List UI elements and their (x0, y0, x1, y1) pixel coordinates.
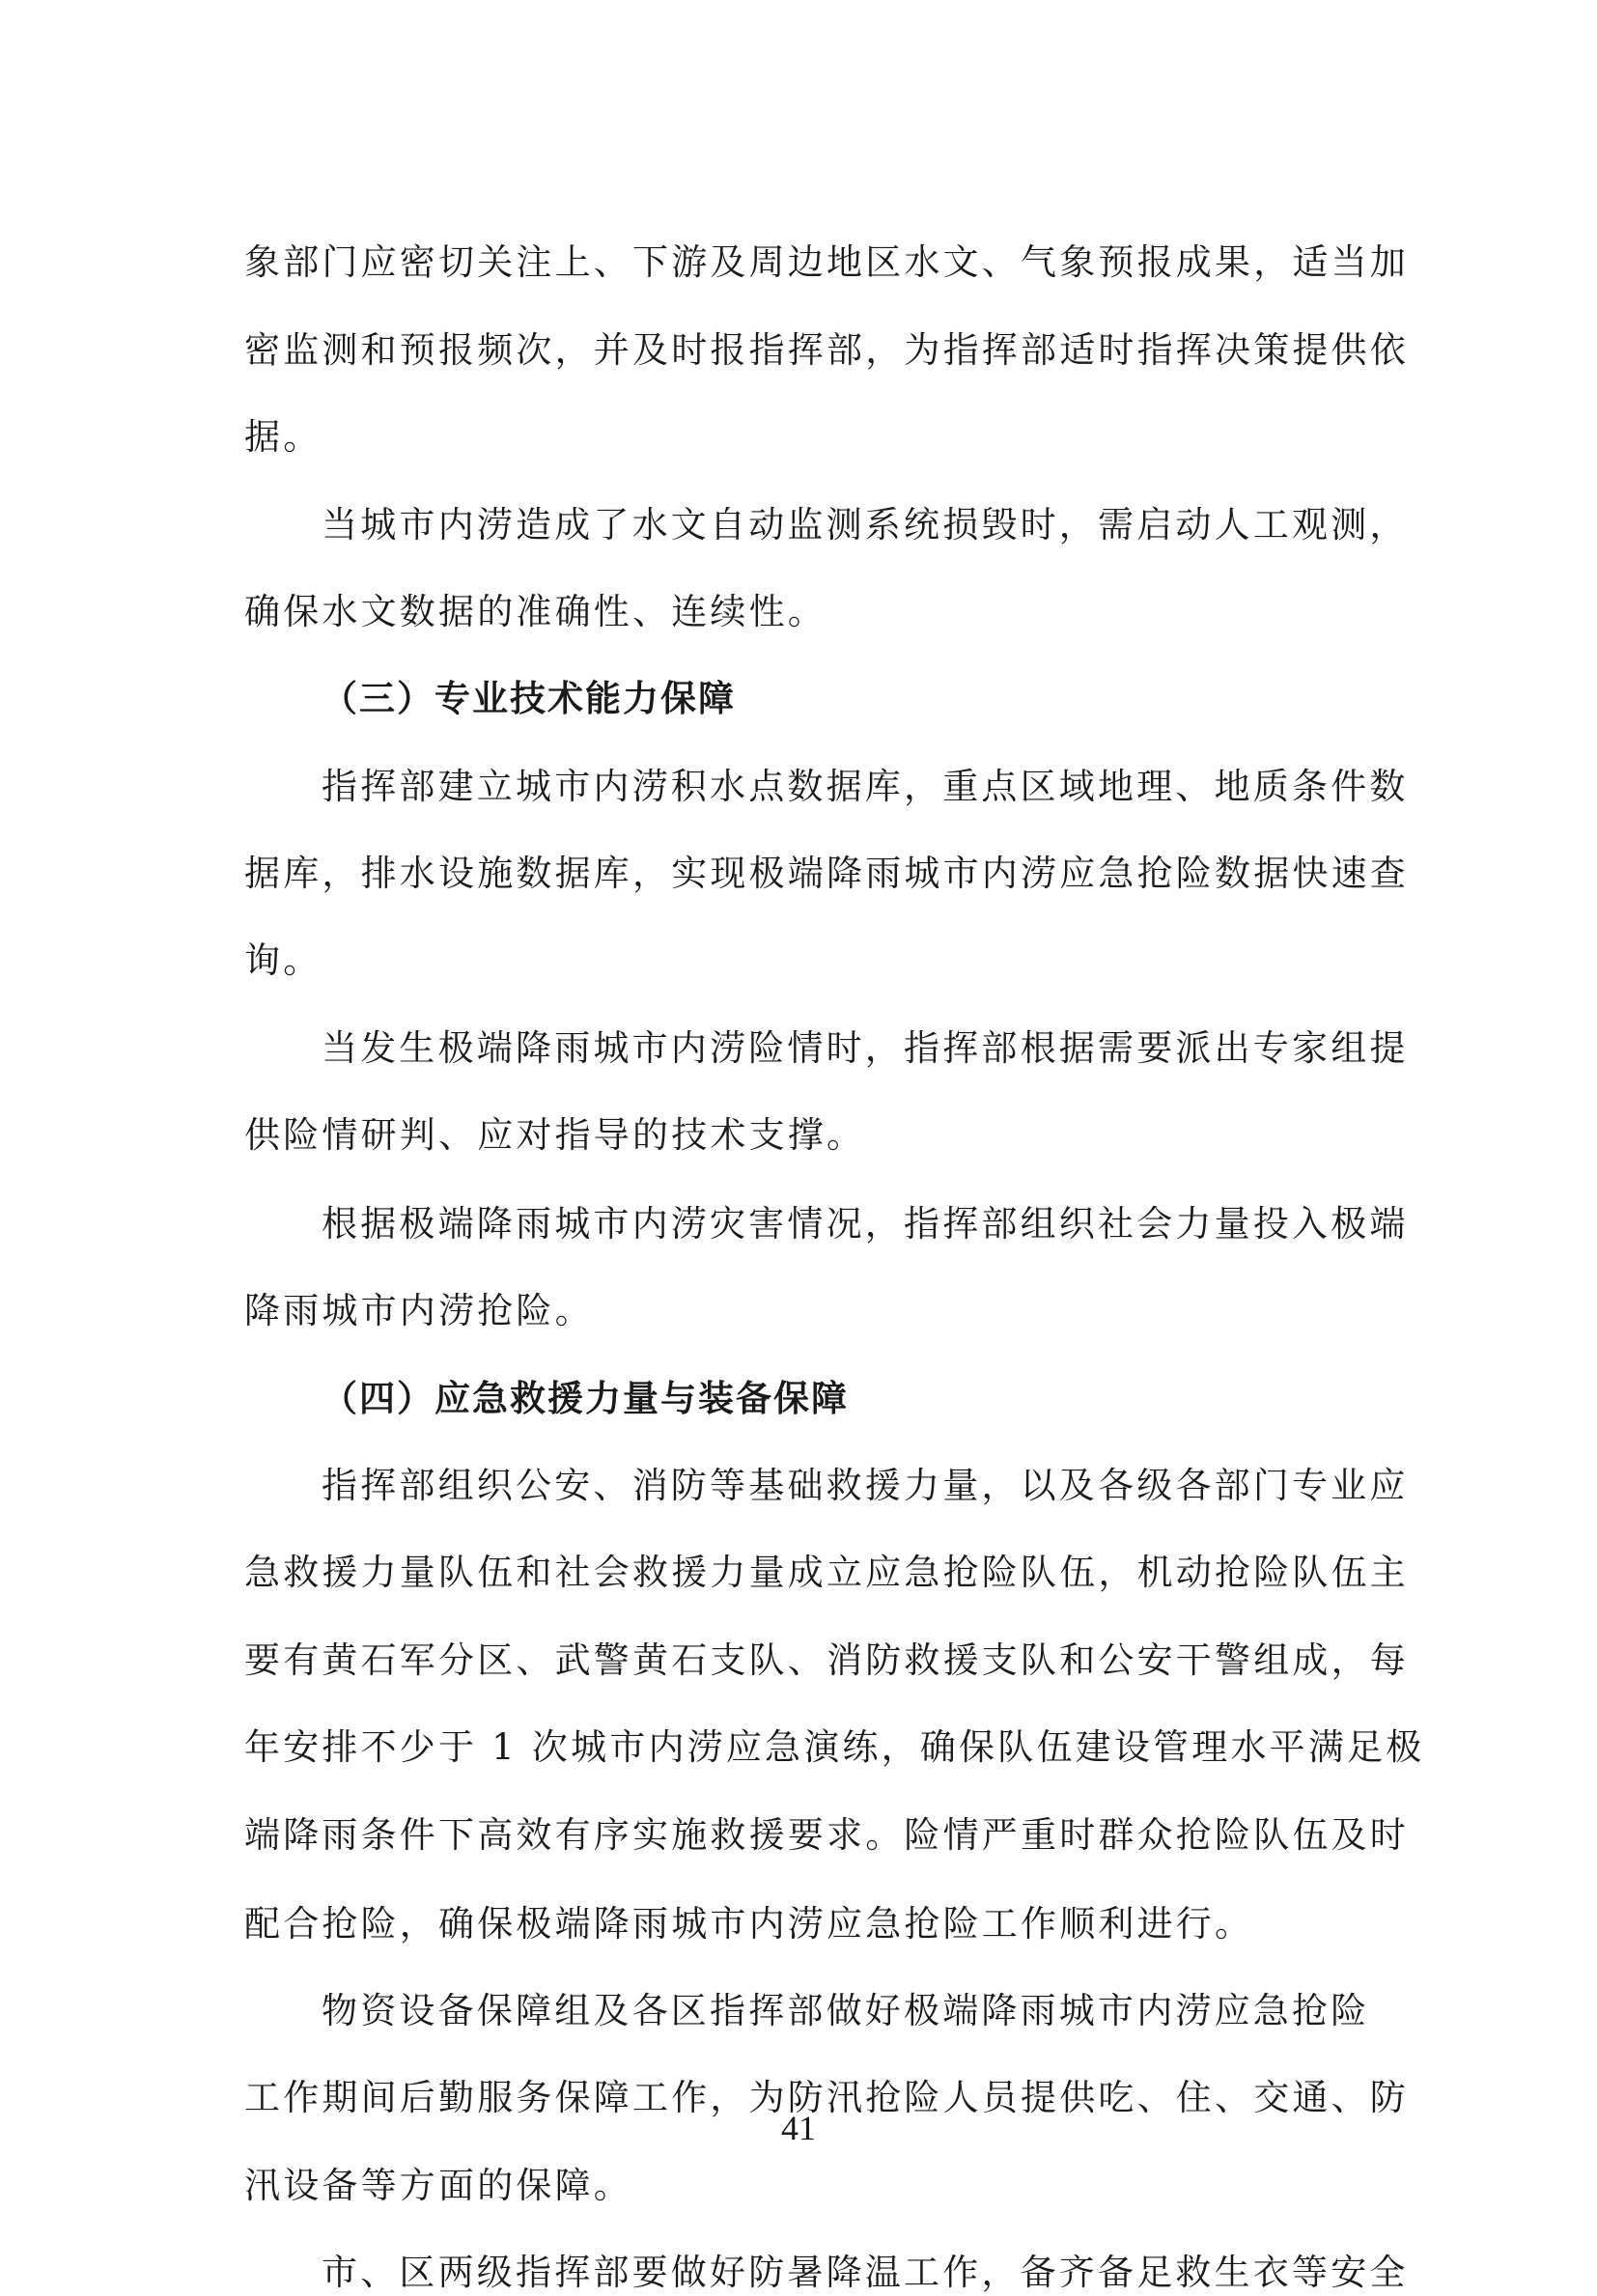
paragraph-line: 当发生极端降雨城市内涝险情时，指挥部根据需要派出专家组提 (322, 1027, 1409, 1069)
paragraph-line: 端降雨条件下高效有序实施救援要求。险情严重时群众抢险队伍及时 (244, 1814, 1409, 1856)
paragraph-line: 据。 (244, 416, 322, 458)
paragraph-line: 年安排不少于 1 次城市内涝应急演练，确保队伍建设管理水平满足极 (244, 1726, 1425, 1768)
paragraph-line: 指挥部建立城市内涝积水点数据库，重点区域地理、地质条件数 (322, 766, 1409, 807)
paragraph-line: 确保水文数据的准确性、连续性。 (244, 591, 827, 632)
paragraph-line: 配合抢险，确保极端降雨城市内涝应急抢险工作顺利进行。 (244, 1903, 1254, 1945)
paragraph-line: 工作期间后勤服务保障工作，为防汛抢险人员提供吃、住、交通、防 (244, 2077, 1409, 2118)
page-number: 41 (781, 2109, 816, 2147)
paragraph-line: 询。 (244, 939, 322, 981)
paragraph-line: 市、区两级指挥部要做好防暑降温工作，备齐备足救生衣等安全 (322, 2252, 1409, 2293)
paragraph-line: 汛设备等方面的保障。 (244, 2165, 632, 2206)
section-heading: （三）专业技术能力保障 (322, 678, 736, 719)
paragraph-line: 供险情研判、应对指导的技术支撑。 (244, 1114, 866, 1156)
paragraph-line: 密监测和预报频次，并及时报指挥部，为指挥部适时指挥决策提供依 (244, 329, 1409, 371)
paragraph-line: 急救援力量队伍和社会救援力量成立应急抢险队伍，机动抢险队伍主 (244, 1552, 1409, 1593)
paragraph-line: 要有黄石军分区、武警黄石支队、消防救援支队和公安干警组成，每 (244, 1639, 1409, 1681)
paragraph-line: 象部门应密切关注上、下游及周边地区水文、气象预报成果，适当加 (244, 241, 1409, 283)
paragraph-line: 根据极端降雨城市内涝灾害情况，指挥部组织社会力量投入极端 (322, 1203, 1409, 1245)
paragraph-line: 降雨城市内涝抢险。 (244, 1290, 594, 1331)
paragraph-line: 据库，排水设施数据库，实现极端降雨城市内涝应急抢险数据快速查 (244, 853, 1409, 894)
paragraph-line: 指挥部组织公安、消防等基础救援力量，以及各级各部门专业应 (322, 1465, 1409, 1506)
paragraph-line: 物资设备保障组及各区指挥部做好极端降雨城市内涝应急抢险 (322, 1990, 1370, 2031)
section-heading: （四）应急救援力量与装备保障 (322, 1378, 849, 1419)
paragraph-line: 当城市内涝造成了水文自动监测系统损毁时，需启动人工观测， (322, 504, 1409, 546)
